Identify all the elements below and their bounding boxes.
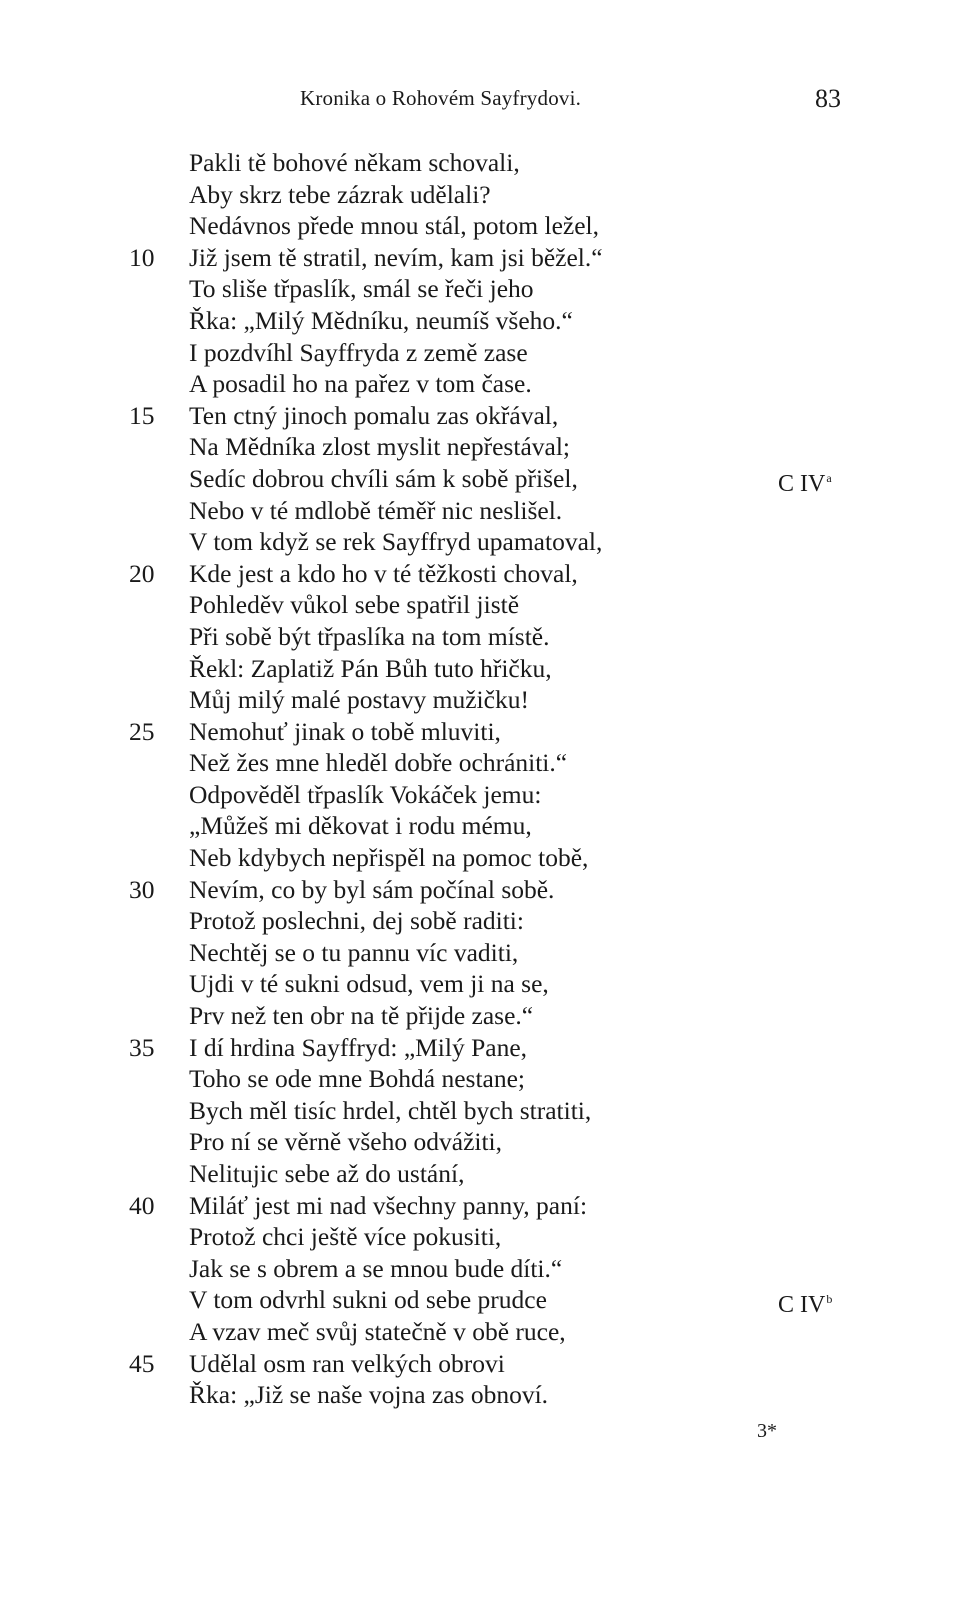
verse-text: Ujdi v té sukni odsud, vem ji na se, [189, 969, 549, 999]
verse-text: I pozdvíhl Sayffryda z země zase [189, 337, 528, 367]
verse-text: Při sobě být třpaslíka na tom místě. [189, 621, 550, 651]
page-number: 83 [815, 84, 841, 113]
verse-text: Na Mědníka zlost myslit nepřestával; [189, 432, 570, 462]
verse-text: I dí hrdina Sayffryd: „Milý Pane, [189, 1032, 528, 1062]
verse-text: Bych měl tisíc hrdel, chtěl bych stratiti, [189, 1095, 592, 1125]
verse-text: Řka: „Milý Mědníku, neumíš všeho.“ [189, 305, 573, 335]
verse-text: Aby skrz tebe zázrak udělali? [189, 179, 491, 209]
verse-text: Nemohuť jinak o tobě mluviti, [189, 716, 501, 746]
verse-text: V tom když se rek Sayffryd upamatoval, [189, 527, 603, 557]
folio-label: C IV [778, 470, 826, 497]
verse-text: Pro ní se věrně všeho odvážiti, [189, 1127, 503, 1157]
line-number: 40 [129, 1190, 155, 1220]
verse-line [0, 1253, 960, 1285]
verse-line [0, 716, 960, 748]
verse-line [0, 968, 960, 1000]
verse-line [0, 747, 960, 779]
verse-line [0, 779, 960, 811]
line-number: 15 [129, 400, 155, 430]
verse-line [0, 937, 960, 969]
verse-text: Odpověděl třpaslík Vokáček jemu: [189, 779, 542, 809]
verse-line [0, 1158, 960, 1190]
folio-side: b [826, 1292, 833, 1307]
line-number: 25 [129, 716, 155, 746]
verse-line [0, 558, 960, 590]
line-number: 45 [129, 1348, 155, 1378]
verse-line [0, 526, 960, 558]
verse-text: A vzav meč svůj statečně v obě ruce, [189, 1316, 566, 1346]
verse-text: Prv než ten obr na tě přijde zase.“ [189, 1001, 534, 1031]
verse-text: Ten ctný jinoch pomalu zas okřával, [189, 400, 559, 430]
verse-text: Miláť jest mi nad všechny panny, paní: [189, 1190, 588, 1220]
verse-line [0, 653, 960, 685]
folio-label: C IV [778, 1292, 826, 1319]
verse-line [0, 400, 960, 432]
verse-line [0, 810, 960, 842]
verse-line [0, 431, 960, 463]
line-number: 20 [129, 558, 155, 588]
verse-line [0, 1063, 960, 1095]
verse-text: Již jsem tě stratil, nevím, kam jsi běžel.“ [189, 242, 603, 272]
verse-text: Jak se s obrem a se mnou bude díti.“ [189, 1253, 563, 1283]
line-number: 35 [129, 1032, 155, 1062]
verse-line [0, 147, 960, 179]
verse-text: Pohleděv vůkol sebe spatřil jistě [189, 590, 520, 620]
verse-line [0, 1190, 960, 1222]
verse-text: Protož chci ještě více pokusiti, [189, 1222, 502, 1252]
verse-text: To sliše třpaslík, smál se řeči jeho [189, 274, 534, 304]
verse-text: Udělal osm ran velkých obrovi [189, 1348, 505, 1378]
signature-mark: 3* [757, 1420, 777, 1442]
verse-line [0, 1284, 960, 1319]
folio-side: a [826, 470, 832, 485]
line-number: 30 [129, 874, 155, 904]
verse-line [0, 273, 960, 305]
poem-text [0, 147, 960, 1411]
verse-text: Řka: „Již se naše vojna zas obnoví. [189, 1380, 549, 1410]
verse-line [0, 242, 960, 274]
verse-line [0, 621, 960, 653]
verse-line [0, 495, 960, 527]
verse-line [0, 1316, 960, 1348]
running-head: Kronika o Rohovém Sayfrydovi. [300, 86, 582, 110]
verse-line [0, 1032, 960, 1064]
verse-text: Nebo v té mdlobě téměř nic neslišel. [189, 495, 563, 525]
verse-line [0, 179, 960, 211]
verse-text: Sedíc dobrou chvíli sám k sobě přišel, [189, 463, 578, 493]
verse-line [0, 1000, 960, 1032]
verse-text: A posadil ho na pařez v tom čase. [189, 369, 532, 399]
verse-line [0, 1348, 960, 1380]
verse-text: Protož poslechni, dej sobě raditi: [189, 906, 524, 936]
verse-text: Toho se ode mne Bohdá nestane; [189, 1064, 526, 1094]
verse-line [0, 1221, 960, 1253]
verse-text: „Můžeš mi děkovat i rodu mému, [189, 811, 532, 841]
verse-line [0, 368, 960, 400]
verse-text: Než žes mne hleděl dobře ochrániti.“ [189, 748, 568, 778]
verse-text: V tom odvrhl sukni od sebe prudce [189, 1285, 547, 1315]
verse-line [0, 874, 960, 906]
verse-line [0, 1095, 960, 1127]
line-number: 10 [129, 242, 155, 272]
verse-text: Kde jest a kdo ho v té těžkosti choval, [189, 558, 578, 588]
verse-line [0, 684, 960, 716]
verse-line [0, 463, 960, 495]
verse-text: Nedávnos přede mnou stál, potom ležel, [189, 211, 600, 241]
verse-line [0, 1126, 960, 1158]
verse-text: Řekl: Zaplatiž Pán Bůh tuto hřičku, [189, 653, 552, 683]
verse-text: Můj milý malé postavy mužičku! [189, 685, 529, 715]
verse-line [0, 337, 960, 369]
verse-line [0, 1379, 960, 1411]
verse-text: Nevím, co by byl sám počínal sobě. [189, 874, 555, 904]
verse-line [0, 905, 960, 937]
verse-text: Pakli tě bohové někam schovali, [189, 148, 520, 177]
verse-text: Nelitujic sebe až do ustání, [189, 1159, 465, 1188]
verse-line [0, 210, 960, 242]
verse-text: Neb kdybych nepřispěl na pomoc tobě, [189, 843, 589, 873]
verse-line [0, 842, 960, 874]
verse-text: Nechtěj se o tu pannu víc vaditi, [189, 937, 519, 967]
verse-line [0, 589, 960, 621]
verse-line [0, 305, 960, 337]
